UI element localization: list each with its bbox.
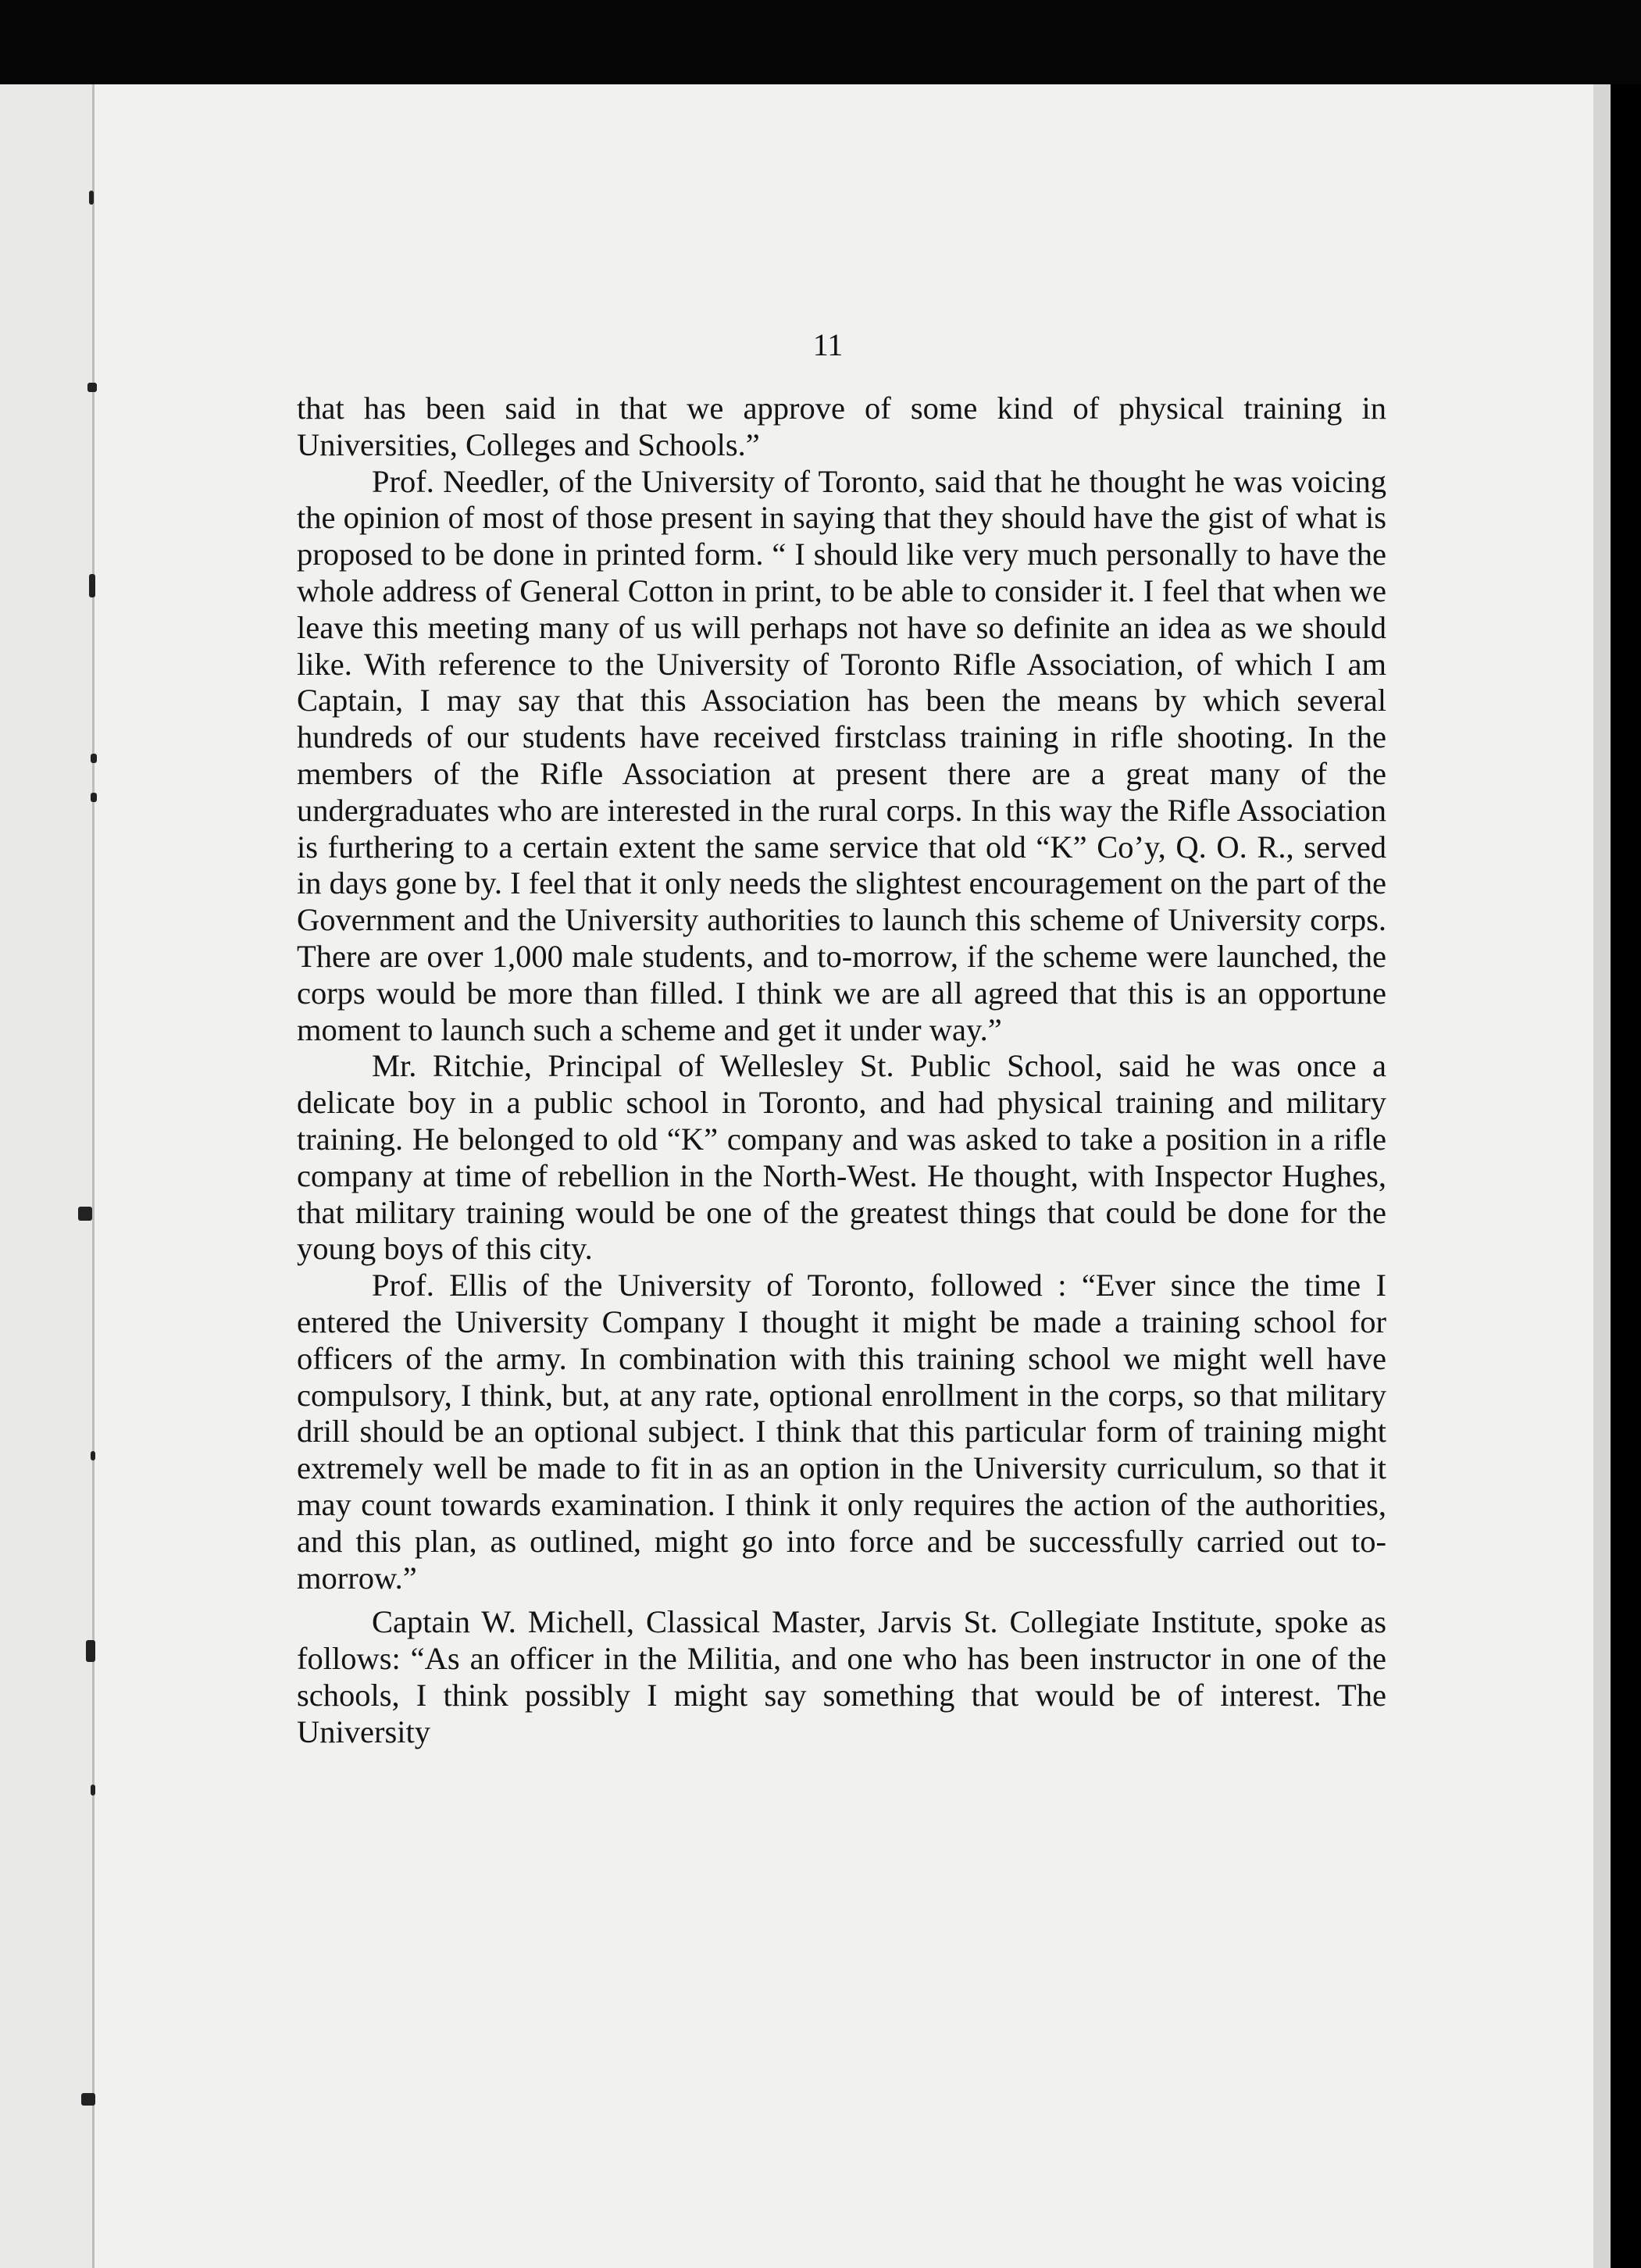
paragraph-needler: Prof. Needler, of the University of Toronto, said that he thought he was voicing the opinion of most of those present in saying that they should have the gist of what is proposed to be done in printed form. “ I should like very much personally to have the whole address of General Cotton in print, to be able to consider it. I feel that when we leave this meeting many of us will perhaps not have so definite an idea as we should like. With reference to the University of Toronto Rifle Association, of which I am Captain, I may say that this Association has been the means by which several hundreds of our students have received firstclass training in rifle shooting. In the members of the Rifle Association at present there are a great many of the undergraduates who are interested in the rural corps. In this way the Rifle Association is furthering to a certain extent the same service that old “K” Co’y, Q. O. R., served in days gone by. I feel that it only needs the slightest encouragement on the part of the Government and the University authorities to launch this scheme of University corps. There are over 1,000 male students, and to-morrow, if the scheme were launched, the corps would be more than filled. I think we are all agreed that this is an opportune moment to launch such a scheme and get it under way.” — [297, 463, 1386, 1047]
margin-speck — [81, 2093, 95, 2106]
binding-margin — [0, 84, 95, 2268]
body-text — [297, 390, 1386, 1750]
scan-top-border — [0, 0, 1641, 84]
margin-speck — [78, 1207, 92, 1221]
margin-speck — [91, 1785, 95, 1796]
margin-speck — [87, 383, 97, 392]
margin-speck — [86, 1640, 95, 1662]
margin-speck — [91, 1451, 95, 1460]
paragraph-continued: that has been said in that we approve of some kind of physical training in Universities, Colleges and Schools.” — [297, 390, 1386, 462]
margin-speck — [89, 191, 94, 205]
page-right-edge — [1593, 84, 1611, 2268]
margin-speck — [89, 574, 95, 597]
margin-speck — [91, 793, 97, 802]
paragraph-michell: Captain W. Michell, Classical Master, Jarvis St. Collegiate Institute, spoke as follows: “As an officer in the Militia, and one who has been instructor in one of the schools, I think possibly I might say something that would be of interest. The University — [297, 1604, 1386, 1749]
margin-speck — [91, 754, 97, 763]
page-number: 11 — [812, 327, 844, 362]
paragraph-ellis: Prof. Ellis of the University of Toronto, followed : “Ever since the time I entered the University Company I thought it might be made a training school for officers of the army. In combination with this training school we might well have compulsory, I think, but, at any rate, optional enrollment in the corps, so that military drill should be an optional subject. I think that this particular form of training might extremely well be made to fit in as an option in the University curriculum, so that it may count towards examination. I think it only requires the action of the authorities, and this plan, as outlined, might go into force and be successfully carried out to-morrow.” — [297, 1268, 1386, 1596]
paragraph-ritchie: Mr. Ritchie, Principal of Wellesley St. Public School, said he was once a delicate boy in a public school in Toronto, and had physical training and military training. He belonged to old “K” company and was asked to take a position in a rifle company at time of rebellion in the North-West. He thought, with Inspector Hughes, that military training would be one of the greatest things that could be done for the young boys of this city. — [297, 1048, 1386, 1267]
